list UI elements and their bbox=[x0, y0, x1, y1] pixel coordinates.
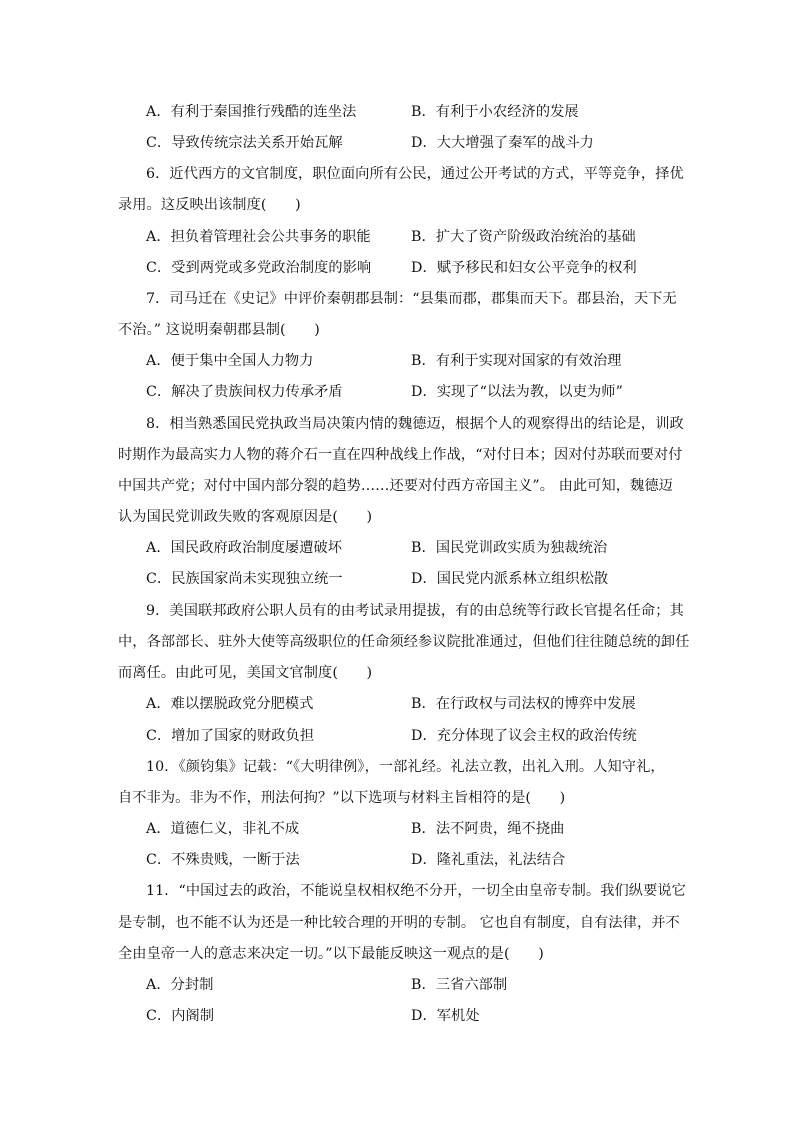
q11-option-d: D．军机处 bbox=[411, 1008, 480, 1024]
q10-stem-line2: 自不非为。非为不作，刑法何拘？”以下选项与材料主旨相符的是( ) bbox=[118, 790, 566, 806]
q5-option-d: D．大大增强了秦军的战斗力 bbox=[411, 135, 594, 151]
q6-stem-line2: 录用。这反映出该制度( ) bbox=[118, 197, 301, 213]
q10-option-d: D．隆礼重法，礼法结合 bbox=[411, 852, 566, 868]
q7-option-d: D．实现了“以法为教，以吏为师” bbox=[411, 384, 623, 400]
q7-option-b: B．有利于实现对国家的有效治理 bbox=[411, 353, 622, 369]
q8-stem-line3: 中国共产党；对付中国内部分裂的趋势……还要对付西方帝国主义”。 由此可知，魏德迈 bbox=[118, 478, 673, 494]
q8-stem-line1: 8．相当熟悉国民党执政当局决策内情的魏德迈，根据个人的观察得出的结论是，训政 bbox=[146, 416, 684, 432]
q6-option-d: D．赋予移民和妇女公平竞争的权利 bbox=[411, 260, 637, 276]
q8-stem-line2: 时期作为最高实力人物的蒋介石一直在四种战线上作战，“对付日本；因对付苏联而要对付 bbox=[118, 447, 683, 463]
q10-option-c: C．不殊贵贱，一断于法 bbox=[146, 852, 300, 868]
q11-option-c: C．内阁制 bbox=[146, 1008, 215, 1024]
q8-stem-line4: 认为国民党训政失败的客观原因是( ) bbox=[118, 509, 373, 525]
q7-stem-line2: 不治。” 这说明秦朝郡县制( ) bbox=[118, 322, 320, 338]
q9-stem-line3: 而离任。由此可见，美国文官制度( ) bbox=[118, 665, 373, 681]
q8-option-b: B．国民党训政实质为独裁统治 bbox=[411, 540, 608, 556]
q6-stem-line1: 6．近代西方的文官制度，职位面向所有公民，通过公开考试的方式，平等竞争，择优 bbox=[146, 166, 684, 182]
q6-option-a: A．担负着管理社会公共事务的职能 bbox=[146, 229, 371, 245]
q7-option-a: A．便于集中全国人力物力 bbox=[146, 353, 314, 369]
q11-stem-line2: 是专制，也不能不认为还是一种比较合理的开明的专制。 它也自有制度，自有法律，并不 bbox=[118, 915, 680, 931]
q9-option-b: B．在行政权与司法权的博弈中发展 bbox=[411, 696, 636, 712]
q11-option-b: B．三省六部制 bbox=[411, 977, 508, 993]
q7-option-c: C．解决了贵族间权力传承矛盾 bbox=[146, 384, 343, 400]
q11-stem-line3: 全由皇帝一人的意志来决定一切。”以下最能反映这一观点的是( ) bbox=[118, 946, 544, 962]
q5-option-b: B．有利于小农经济的发展 bbox=[411, 104, 579, 120]
q9-option-a: A．难以摆脱政党分肥模式 bbox=[146, 696, 314, 712]
q7-stem-line1: 7．司马迁在《史记》中评价秦朝郡县制：“县集而郡，郡集而天下。郡县治，天下无 bbox=[146, 291, 677, 307]
q11-stem-line1: 11．“中国过去的政治，不能说皇权相权绝不分开，一切全由皇帝专制。我们纵要说它 bbox=[146, 883, 686, 899]
q5-option-a: A．有利于秦国推行残酷的连坐法 bbox=[146, 104, 357, 120]
q10-option-b: B．法不阿贵，绳不挠曲 bbox=[411, 821, 565, 837]
q9-option-c: C．增加了国家的财政负担 bbox=[146, 728, 315, 744]
q8-option-d: D．国民党内派系林立组织松散 bbox=[411, 571, 609, 587]
q9-option-d: D．充分体现了议会主权的政治传统 bbox=[411, 728, 637, 744]
q10-stem-line1: 10．《颜钧集》记载：“《大明律例》，一部礼经。礼法立教，出礼入刑。人知守礼， bbox=[146, 759, 665, 775]
q11-option-a: A．分封制 bbox=[146, 977, 214, 993]
q6-option-c: C．受到两党或多党政治制度的影响 bbox=[146, 260, 372, 276]
q9-stem-line2: 中，各部部长、驻外大使等高级职位的任命须经参议院批准通过，但他们往往随总统的卸任 bbox=[118, 634, 690, 650]
q10-option-a: A．道德仁义，非礼不成 bbox=[146, 821, 300, 837]
q9-stem-line1: 9．美国联邦政府公职人员有的由考试录用提拔，有的由总统等行政长官提名任命；其 bbox=[146, 603, 684, 619]
q8-option-c: C．民族国家尚未实现独立统一 bbox=[146, 571, 343, 587]
q5-option-c: C．导致传统宗法关系开始瓦解 bbox=[146, 135, 343, 151]
q8-option-a: A．国民政府政治制度屡遭破坏 bbox=[146, 540, 343, 556]
q6-option-b: B．扩大了资产阶级政治统治的基础 bbox=[411, 229, 636, 245]
